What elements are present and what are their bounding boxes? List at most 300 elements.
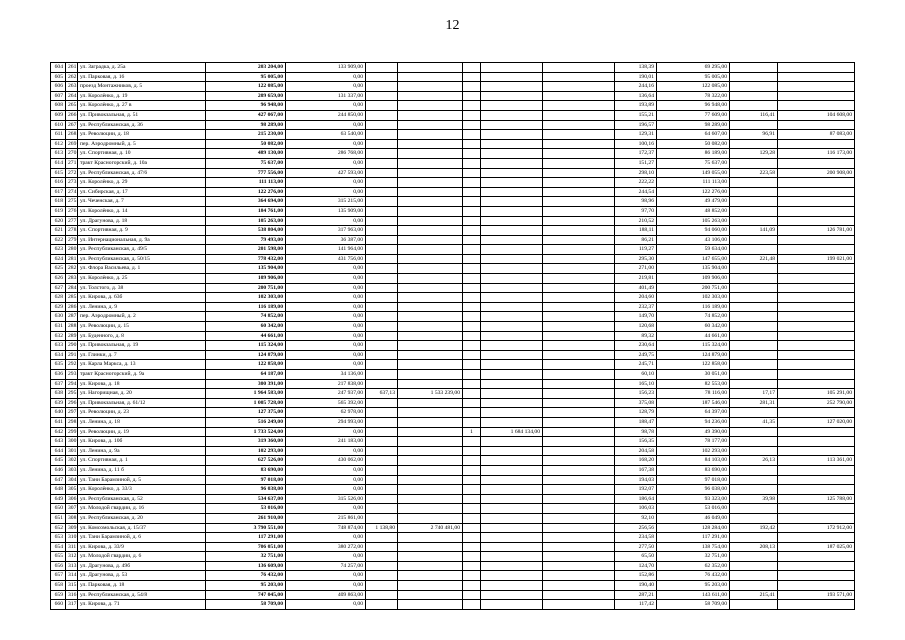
cell-rate-1: 192,07 xyxy=(615,485,657,495)
cell-item-number: 292 xyxy=(66,360,78,370)
cell-value-8 xyxy=(463,293,481,303)
cell-address: ул. Революции, д. 15 xyxy=(78,322,206,332)
cell-amount-1: 62 352,00 xyxy=(657,561,730,571)
table-row xyxy=(51,235,855,245)
table-row xyxy=(51,360,855,370)
cell-rate-2 xyxy=(730,370,778,380)
cell-total-cost: 122 085,00 xyxy=(206,82,286,92)
cell-value-10 xyxy=(543,437,615,447)
cell-value-8 xyxy=(463,533,481,543)
cell-total-cost: 102 293,00 xyxy=(206,446,286,456)
cell-amount-2 xyxy=(778,245,855,255)
cell-value-10 xyxy=(543,417,615,427)
table-row xyxy=(51,465,855,475)
cell-cost-2: 131 337,00 xyxy=(286,91,366,101)
table-row xyxy=(51,149,855,159)
cell-value-7 xyxy=(398,513,463,523)
cell-item-number: 296 xyxy=(66,398,78,408)
cell-row-number: 629 xyxy=(51,302,66,312)
cell-rate-1: 152,86 xyxy=(615,571,657,581)
cell-value-7 xyxy=(398,197,463,207)
cell-cost-2: 0,00 xyxy=(286,139,366,149)
cell-cost-2: 294 993,00 xyxy=(286,417,366,427)
cell-item-number: 267 xyxy=(66,120,78,130)
cell-rate-1: 204,58 xyxy=(615,446,657,456)
cell-value-7 xyxy=(398,283,463,293)
cell-amount-1: 93 323,00 xyxy=(657,494,730,504)
cell-rate-1: 155,21 xyxy=(615,110,657,120)
cell-row-number: 658 xyxy=(51,581,66,591)
cell-address: ул. Драгунова, д. 18 xyxy=(78,216,206,226)
cell-total-cost: 76 432,00 xyxy=(206,571,286,581)
cell-item-number: 277 xyxy=(66,216,78,226)
cell-value-6 xyxy=(366,216,398,226)
cell-value-6 xyxy=(366,130,398,140)
cell-cost-2: 0,00 xyxy=(286,360,366,370)
cell-rate-2 xyxy=(730,158,778,168)
cell-amount-1: 98 289,00 xyxy=(657,120,730,130)
table-row xyxy=(51,533,855,543)
cell-row-number: 610 xyxy=(51,120,66,130)
cell-value-7 xyxy=(398,427,463,437)
cell-rate-2 xyxy=(730,504,778,514)
cell-value-6 xyxy=(366,149,398,159)
cell-rate-2 xyxy=(730,91,778,101)
cell-value-6 xyxy=(366,197,398,207)
cell-total-cost: 102 303,00 xyxy=(206,293,286,303)
cell-rate-2: 221,48 xyxy=(730,254,778,264)
cell-value-8 xyxy=(463,360,481,370)
cell-item-number: 298 xyxy=(66,417,78,427)
cell-rate-1: 100,16 xyxy=(615,139,657,149)
cell-value-10 xyxy=(543,331,615,341)
cell-value-7 xyxy=(398,331,463,341)
cell-total-cost: 32 751,00 xyxy=(206,552,286,562)
cell-value-8 xyxy=(463,322,481,332)
cell-rate-1: 117,42 xyxy=(615,600,657,610)
cell-value-10 xyxy=(543,226,615,236)
cell-cost-2: 215 861,00 xyxy=(286,513,366,523)
cell-value-7 xyxy=(398,101,463,111)
cell-amount-1: 59 634,00 xyxy=(657,245,730,255)
cell-row-number: 635 xyxy=(51,360,66,370)
cell-row-number: 644 xyxy=(51,446,66,456)
cell-value-8 xyxy=(463,398,481,408)
cell-rate-2: 223,58 xyxy=(730,168,778,178)
cell-row-number: 646 xyxy=(51,465,66,475)
cell-rate-1: 172,37 xyxy=(615,149,657,159)
cell-item-number: 288 xyxy=(66,322,78,332)
cell-address: ул. Королёнко, д. 14 xyxy=(78,206,206,216)
cell-value-7 xyxy=(398,561,463,571)
cell-cost-2: 0,00 xyxy=(286,187,366,197)
cell-value-8 xyxy=(463,581,481,591)
cell-row-number: 613 xyxy=(51,149,66,159)
cell-value-9 xyxy=(481,552,543,562)
cell-cost-2: 63 540,00 xyxy=(286,130,366,140)
cell-amount-1: 74 852,00 xyxy=(657,312,730,322)
cell-value-10 xyxy=(543,158,615,168)
cell-total-cost: 44 661,00 xyxy=(206,331,286,341)
cell-value-8 xyxy=(463,235,481,245)
cell-address: ул. Глинки, д. 7 xyxy=(78,350,206,360)
cell-value-6 xyxy=(366,494,398,504)
cell-rate-1: 277,50 xyxy=(615,542,657,552)
cell-value-6 xyxy=(366,571,398,581)
cell-total-cost: 124 879,00 xyxy=(206,350,286,360)
cell-item-number: 305 xyxy=(66,485,78,495)
cell-rate-2 xyxy=(730,561,778,571)
cell-value-7 xyxy=(398,158,463,168)
cell-value-6 xyxy=(366,398,398,408)
cell-rate-2 xyxy=(730,427,778,437)
cell-value-9 xyxy=(481,82,543,92)
cell-total-cost: 319 360,00 xyxy=(206,437,286,447)
cell-value-8 xyxy=(463,120,481,130)
table-row xyxy=(51,370,855,380)
cell-rate-2 xyxy=(730,293,778,303)
cell-value-6 xyxy=(366,465,398,475)
cell-item-number: 302 xyxy=(66,456,78,466)
cell-amount-2 xyxy=(778,571,855,581)
cell-rate-2 xyxy=(730,465,778,475)
cell-row-number: 624 xyxy=(51,254,66,264)
cell-item-number: 301 xyxy=(66,446,78,456)
table-row xyxy=(51,302,855,312)
cell-rate-2 xyxy=(730,552,778,562)
cell-rate-1: 298,10 xyxy=(615,168,657,178)
cell-rate-1: 234,58 xyxy=(615,533,657,543)
cell-total-cost: 516 249,00 xyxy=(206,417,286,427)
cell-value-8 xyxy=(463,437,481,447)
cell-value-9 xyxy=(481,398,543,408)
cell-rate-2: 208,13 xyxy=(730,542,778,552)
cell-item-number: 279 xyxy=(66,235,78,245)
cell-rate-1: 232,37 xyxy=(615,302,657,312)
cell-amount-1: 46 049,00 xyxy=(657,513,730,523)
cell-address: ул. Королёнко, д. 27 в xyxy=(78,101,206,111)
cell-value-6 xyxy=(366,91,398,101)
cell-rate-1: 219,81 xyxy=(615,274,657,284)
cell-total-cost: 111 113,00 xyxy=(206,178,286,188)
cell-cost-2: 0,00 xyxy=(286,504,366,514)
cell-value-7 xyxy=(398,485,463,495)
cell-total-cost: 96 038,00 xyxy=(206,485,286,495)
cell-value-9 xyxy=(481,139,543,149)
cell-total-cost: 64 187,00 xyxy=(206,370,286,380)
cell-row-number: 638 xyxy=(51,389,66,399)
cell-row-number: 609 xyxy=(51,110,66,120)
cell-value-7 xyxy=(398,350,463,360)
cell-item-number: 286 xyxy=(66,302,78,312)
page-number: 12 xyxy=(445,18,460,33)
cell-value-6 xyxy=(366,120,398,130)
cell-item-number: 262 xyxy=(66,72,78,82)
cell-value-7: 1 533 239,00 xyxy=(398,389,463,399)
cell-amount-2: 87 083,00 xyxy=(778,130,855,140)
cell-cost-2: 0,00 xyxy=(286,120,366,130)
table-row xyxy=(51,379,855,389)
cell-rate-2 xyxy=(730,274,778,284)
cell-value-10 xyxy=(543,379,615,389)
table-row xyxy=(51,494,855,504)
cell-value-6 xyxy=(366,360,398,370)
cell-rate-2 xyxy=(730,350,778,360)
table-row xyxy=(51,581,855,591)
cell-value-6 xyxy=(366,437,398,447)
table-row xyxy=(51,504,855,514)
cell-value-8 xyxy=(463,379,481,389)
cell-value-9 xyxy=(481,417,543,427)
cell-address: ул. Заградка, д. 25а xyxy=(78,63,206,73)
cell-amount-1: 77 609,00 xyxy=(657,110,730,120)
cell-rate-1: 271,00 xyxy=(615,264,657,274)
cell-total-cost: 777 556,00 xyxy=(206,168,286,178)
cell-value-10 xyxy=(543,283,615,293)
cell-rate-2 xyxy=(730,206,778,216)
cell-row-number: 636 xyxy=(51,370,66,380)
cell-item-number: 289 xyxy=(66,331,78,341)
cell-row-number: 655 xyxy=(51,552,66,562)
cell-amount-1: 117 291,00 xyxy=(657,533,730,543)
table-row xyxy=(51,475,855,485)
cell-address: ул. Спортивная, д. 1 xyxy=(78,456,206,466)
cell-amount-1: 76 432,00 xyxy=(657,571,730,581)
cell-item-number: 303 xyxy=(66,465,78,475)
cell-value-7 xyxy=(398,178,463,188)
cell-value-9 xyxy=(481,465,543,475)
cell-value-8: 1 xyxy=(463,427,481,437)
cell-rate-2 xyxy=(730,283,778,293)
cell-item-number: 315 xyxy=(66,581,78,591)
cell-address: ул. Комсомольская, д. 15/37 xyxy=(78,523,206,533)
cell-address: ул. Молодой гвардии, д. 16 xyxy=(78,504,206,514)
cell-rate-1: 196,57 xyxy=(615,120,657,130)
cell-address: ул. Парковая, д. 18 xyxy=(78,581,206,591)
table-row xyxy=(51,350,855,360)
cell-total-cost: 53 016,00 xyxy=(206,504,286,514)
cell-value-10 xyxy=(543,485,615,495)
cell-value-7 xyxy=(398,302,463,312)
cell-rate-2 xyxy=(730,187,778,197)
table-row xyxy=(51,72,855,82)
table-row xyxy=(51,245,855,255)
cell-value-7 xyxy=(398,552,463,562)
cell-row-number: 618 xyxy=(51,197,66,207)
cell-amount-1: 111 113,00 xyxy=(657,178,730,188)
cell-value-9 xyxy=(481,437,543,447)
cell-amount-1: 43 106,00 xyxy=(657,235,730,245)
table-row xyxy=(51,513,855,523)
table-row xyxy=(51,110,855,120)
cell-row-number: 628 xyxy=(51,293,66,303)
cell-row-number: 633 xyxy=(51,341,66,351)
cell-address: ул. Революции, д. 19 xyxy=(78,427,206,437)
cell-value-8 xyxy=(463,226,481,236)
table-row xyxy=(51,168,855,178)
cell-rate-2 xyxy=(730,331,778,341)
cell-amount-1: 143 611,00 xyxy=(657,590,730,600)
cell-value-7 xyxy=(398,187,463,197)
cell-value-7 xyxy=(398,456,463,466)
cell-value-10 xyxy=(543,63,615,73)
cell-total-cost: 203 204,00 xyxy=(206,63,286,73)
cell-row-number: 607 xyxy=(51,91,66,101)
cell-value-9 xyxy=(481,264,543,274)
cell-cost-2: 0,00 xyxy=(286,264,366,274)
cell-value-7 xyxy=(398,120,463,130)
cell-value-9 xyxy=(481,149,543,159)
cell-item-number: 304 xyxy=(66,475,78,485)
cell-amount-2 xyxy=(778,197,855,207)
cell-value-6 xyxy=(366,274,398,284)
cell-value-10 xyxy=(543,254,615,264)
cell-row-number: 623 xyxy=(51,245,66,255)
cell-value-10 xyxy=(543,350,615,360)
cell-total-cost: 98 289,00 xyxy=(206,120,286,130)
table-body xyxy=(51,63,855,610)
table-row xyxy=(51,571,855,581)
cell-amount-2 xyxy=(778,360,855,370)
cell-cost-2: 241 183,00 xyxy=(286,437,366,447)
cell-cost-2: 62 978,00 xyxy=(286,408,366,418)
cell-row-number: 641 xyxy=(51,417,66,427)
cell-value-9 xyxy=(481,312,543,322)
cell-amount-2 xyxy=(778,379,855,389)
cell-item-number: 310 xyxy=(66,533,78,543)
cell-rate-1: 98,78 xyxy=(615,427,657,437)
cell-total-cost: 778 432,00 xyxy=(206,254,286,264)
cell-value-8 xyxy=(463,139,481,149)
cell-amount-2 xyxy=(778,475,855,485)
cell-total-cost: 534 637,00 xyxy=(206,494,286,504)
cell-rate-2 xyxy=(730,408,778,418)
cell-rate-1: 138,39 xyxy=(615,63,657,73)
cell-rate-2: 39,98 xyxy=(730,494,778,504)
cell-value-8 xyxy=(463,187,481,197)
table-row xyxy=(51,283,855,293)
cell-value-8 xyxy=(463,63,481,73)
cell-amount-2 xyxy=(778,293,855,303)
cell-cost-2: 427 593,00 xyxy=(286,168,366,178)
cell-amount-2 xyxy=(778,552,855,562)
cell-rate-1: 193,89 xyxy=(615,101,657,111)
cell-value-10 xyxy=(543,82,615,92)
cell-row-number: 621 xyxy=(51,226,66,236)
cell-value-6 xyxy=(366,513,398,523)
cell-value-6 xyxy=(366,72,398,82)
cell-row-number: 606 xyxy=(51,82,66,92)
cell-item-number: 281 xyxy=(66,254,78,264)
cell-amount-2: 193 571,00 xyxy=(778,590,855,600)
cell-amount-2 xyxy=(778,341,855,351)
cell-amount-1: 97 018,00 xyxy=(657,475,730,485)
cell-address: ул. Ленина, д. 18 xyxy=(78,417,206,427)
cell-total-cost: 58 709,00 xyxy=(206,600,286,610)
cell-value-10 xyxy=(543,274,615,284)
cell-value-7 xyxy=(398,322,463,332)
cell-value-6 xyxy=(366,417,398,427)
cell-row-number: 608 xyxy=(51,101,66,111)
cell-rate-1: 98,96 xyxy=(615,197,657,207)
cell-address: ул. Кирова, д. 71 xyxy=(78,600,206,610)
cell-amount-2 xyxy=(778,216,855,226)
cell-cost-2: 315 526,00 xyxy=(286,494,366,504)
cell-cost-2: 34 136,00 xyxy=(286,370,366,380)
table-row xyxy=(51,63,855,73)
cell-amount-1: 149 055,00 xyxy=(657,168,730,178)
cell-rate-1: 401,49 xyxy=(615,283,657,293)
cell-value-8 xyxy=(463,283,481,293)
cell-row-number: 660 xyxy=(51,600,66,610)
cell-item-number: 309 xyxy=(66,523,78,533)
cell-total-cost: 184 761,00 xyxy=(206,206,286,216)
cell-cost-2: 0,00 xyxy=(286,533,366,543)
table-row xyxy=(51,446,855,456)
cell-value-8 xyxy=(463,274,481,284)
cell-total-cost: 117 291,00 xyxy=(206,533,286,543)
cell-address: ул. Республиканская, д. 52 xyxy=(78,494,206,504)
cell-amount-2: 125 788,00 xyxy=(778,494,855,504)
cell-value-9 xyxy=(481,206,543,216)
table-row xyxy=(51,158,855,168)
cell-address: ул. Королёнко, д. 19 xyxy=(78,91,206,101)
table-row xyxy=(51,322,855,332)
cell-total-cost: 364 694,00 xyxy=(206,197,286,207)
table-row xyxy=(51,226,855,236)
cell-value-6 xyxy=(366,264,398,274)
cell-total-cost: 122 858,00 xyxy=(206,360,286,370)
cell-amount-1: 78 116,00 xyxy=(657,389,730,399)
cell-value-6 xyxy=(366,322,398,332)
cell-cost-2: 0,00 xyxy=(286,427,366,437)
cell-amount-2 xyxy=(778,437,855,447)
cell-row-number: 637 xyxy=(51,379,66,389)
cell-value-10 xyxy=(543,187,615,197)
cell-value-10 xyxy=(543,398,615,408)
cell-cost-2: 0,00 xyxy=(286,283,366,293)
cell-value-6 xyxy=(366,187,398,197)
cell-value-8 xyxy=(463,446,481,456)
cell-cost-2: 0,00 xyxy=(286,216,366,226)
cell-row-number: 611 xyxy=(51,130,66,140)
cell-value-9 xyxy=(481,494,543,504)
cell-value-6 xyxy=(366,504,398,514)
table-row xyxy=(51,523,855,533)
cell-value-9 xyxy=(481,389,543,399)
cell-cost-2: 0,00 xyxy=(286,158,366,168)
cell-item-number: 300 xyxy=(66,437,78,447)
cell-value-8 xyxy=(463,600,481,610)
cell-value-7 xyxy=(398,312,463,322)
cell-rate-1: 124,70 xyxy=(615,561,657,571)
cell-row-number: 630 xyxy=(51,312,66,322)
cell-value-9 xyxy=(481,197,543,207)
cell-value-8 xyxy=(463,494,481,504)
cell-cost-2: 0,00 xyxy=(286,101,366,111)
cell-value-10 xyxy=(543,120,615,130)
cell-item-number: 290 xyxy=(66,341,78,351)
cell-total-cost: 74 852,00 xyxy=(206,312,286,322)
cell-rate-1: 287,21 xyxy=(615,590,657,600)
cell-value-8 xyxy=(463,110,481,120)
cell-amount-2 xyxy=(778,63,855,73)
cell-rate-1: 167,38 xyxy=(615,465,657,475)
cell-value-9 xyxy=(481,341,543,351)
cell-value-9 xyxy=(481,235,543,245)
cell-total-cost: 3 790 551,00 xyxy=(206,523,286,533)
cell-amount-2: 200 908,00 xyxy=(778,168,855,178)
